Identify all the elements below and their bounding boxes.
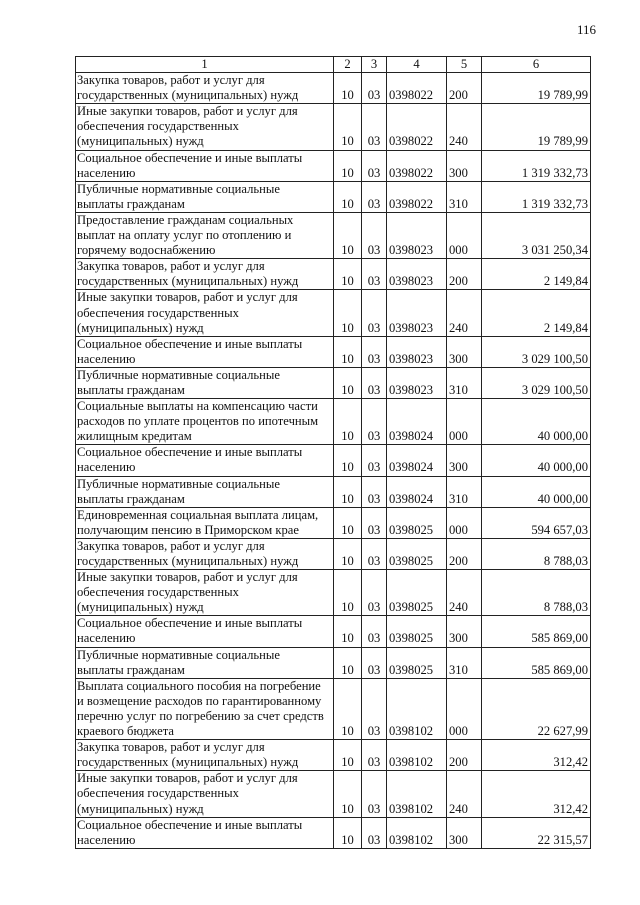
table-row	[76, 259, 591, 290]
target-article-code: 0398023	[387, 336, 447, 367]
row-description	[76, 740, 334, 771]
description-line: государственных (муниципальных) нужд	[77, 755, 299, 770]
subsection-code: 03	[362, 212, 387, 258]
table-row	[76, 647, 591, 678]
target-article-code: 0398023	[387, 212, 447, 258]
expense-type-code: 000	[447, 399, 482, 445]
target-article-code: 0398102	[387, 678, 447, 739]
table-row	[76, 150, 591, 181]
header-col-3: 3	[362, 57, 387, 73]
description-line: Социальное обеспечение и иные выплаты	[77, 336, 303, 351]
target-article-code: 0398102	[387, 740, 447, 771]
table-row	[76, 367, 591, 398]
section-code: 10	[334, 336, 362, 367]
section-code: 10	[334, 212, 362, 258]
description-line: государственных (муниципальных) нужд	[77, 554, 299, 568]
amount: 22 627,99	[482, 678, 591, 739]
row-description	[76, 445, 334, 476]
row-description	[76, 336, 334, 367]
section-code: 10	[334, 616, 362, 647]
expense-type-code: 310	[447, 367, 482, 398]
description-line: обеспечения государственных	[77, 119, 239, 134]
target-article-code: 0398025	[387, 647, 447, 678]
description-line: Иные закупки товаров, работ и услуг для	[77, 290, 298, 305]
amount: 2 149,84	[482, 259, 591, 290]
table-row	[76, 616, 591, 647]
subsection-code: 03	[362, 616, 387, 647]
table-row	[76, 570, 591, 616]
row-description	[76, 104, 334, 150]
table-header-row	[76, 57, 591, 73]
table-row	[76, 817, 591, 848]
description-line: населению	[77, 832, 136, 847]
header-col-5: 5	[447, 57, 482, 73]
page-number: 116	[576, 22, 596, 37]
description-line: Закупка товаров, работ и услуг для	[77, 538, 265, 553]
target-article-code: 0398024	[387, 399, 447, 445]
subsection-code: 03	[362, 678, 387, 739]
subsection-code: 03	[362, 538, 387, 569]
target-article-code: 0398023	[387, 367, 447, 398]
table-row	[76, 771, 591, 817]
expense-type-code: 300	[447, 336, 482, 367]
amount: 594 657,03	[482, 507, 591, 538]
target-article-code: 0398025	[387, 507, 447, 538]
expense-type-code: 000	[447, 212, 482, 258]
amount: 2 149,84	[482, 290, 591, 336]
row-description	[76, 538, 334, 569]
description-line: населению	[77, 460, 136, 475]
description-line: Публичные нормативные социальные	[77, 181, 280, 196]
subsection-code: 03	[362, 181, 387, 212]
target-article-code: 0398022	[387, 104, 447, 150]
section-code: 10	[334, 259, 362, 290]
expense-type-code: 310	[447, 181, 482, 212]
subsection-code: 03	[362, 73, 387, 104]
description-line: (муниципальных) нужд	[77, 801, 204, 816]
table-row	[76, 507, 591, 538]
row-description	[76, 150, 334, 181]
description-line: расходов по уплате процентов по ипотечным	[77, 414, 319, 429]
expense-type-code: 200	[447, 259, 482, 290]
target-article-code: 0398022	[387, 73, 447, 104]
table-row	[76, 212, 591, 258]
subsection-code: 03	[362, 476, 387, 507]
description-line: населению	[77, 351, 136, 366]
amount: 22 315,57	[482, 817, 591, 848]
section-code: 10	[334, 476, 362, 507]
section-code: 10	[334, 367, 362, 398]
description-line: Выплата социального пособия на погребение	[77, 678, 321, 693]
table-row	[76, 104, 591, 150]
section-code: 10	[334, 538, 362, 569]
table-row	[76, 476, 591, 507]
table-row	[76, 678, 591, 739]
description-line: Иные закупки товаров, работ и услуг для	[77, 104, 298, 119]
amount: 40 000,00	[482, 445, 591, 476]
expense-type-code: 240	[447, 290, 482, 336]
budget-table	[75, 56, 591, 849]
description-line: Социальное обеспечение и иные выплаты	[77, 150, 303, 165]
header-col-6: 6	[482, 57, 591, 73]
amount: 312,42	[482, 771, 591, 817]
expense-type-code: 300	[447, 150, 482, 181]
description-line: Социальное обеспечение и иные выплаты	[77, 616, 303, 631]
subsection-code: 03	[362, 399, 387, 445]
target-article-code: 0398102	[387, 817, 447, 848]
row-description	[76, 367, 334, 398]
description-line: обеспечения государственных	[77, 585, 239, 600]
row-description	[76, 399, 334, 445]
row-description	[76, 647, 334, 678]
description-line: государственных (муниципальных) нужд	[77, 274, 299, 289]
subsection-code: 03	[362, 570, 387, 616]
amount: 585 869,00	[482, 647, 591, 678]
subsection-code: 03	[362, 817, 387, 848]
description-line: Публичные нормативные социальные	[77, 647, 280, 662]
row-description	[76, 507, 334, 538]
row-description	[76, 290, 334, 336]
table-row	[76, 740, 591, 771]
target-article-code: 0398023	[387, 290, 447, 336]
table-row	[76, 73, 591, 104]
expense-type-code: 000	[447, 507, 482, 538]
description-line: Иные закупки товаров, работ и услуг для	[77, 570, 298, 585]
description-line: перечню услуг по погребению за счет средств	[77, 708, 324, 723]
table-row	[76, 538, 591, 569]
target-article-code: 0398102	[387, 771, 447, 817]
expense-type-code: 240	[447, 771, 482, 817]
target-article-code: 0398024	[387, 476, 447, 507]
description-line: Социальное обеспечение и иные выплаты	[77, 817, 303, 832]
table-row	[76, 445, 591, 476]
row-description	[76, 73, 334, 104]
subsection-code: 03	[362, 740, 387, 771]
subsection-code: 03	[362, 507, 387, 538]
description-line: получающим пенсию в Приморском крае	[77, 522, 299, 537]
expense-type-code: 200	[447, 538, 482, 569]
table-row	[76, 181, 591, 212]
target-article-code: 0398022	[387, 181, 447, 212]
subsection-code: 03	[362, 367, 387, 398]
section-code: 10	[334, 73, 362, 104]
subsection-code: 03	[362, 290, 387, 336]
section-code: 10	[334, 570, 362, 616]
table-row	[76, 399, 591, 445]
subsection-code: 03	[362, 259, 387, 290]
amount: 40 000,00	[482, 476, 591, 507]
amount: 8 788,03	[482, 538, 591, 569]
description-line: обеспечения государственных	[77, 305, 239, 320]
description-line: государственных (муниципальных) нужд	[77, 88, 299, 103]
description-line: выплаты гражданам	[77, 196, 185, 211]
expense-type-code: 200	[447, 73, 482, 104]
expense-type-code: 200	[447, 740, 482, 771]
row-description	[76, 476, 334, 507]
expense-type-code: 310	[447, 476, 482, 507]
description-line: Публичные нормативные социальные	[77, 476, 280, 491]
description-line: выплаты гражданам	[77, 382, 185, 397]
description-line: Закупка товаров, работ и услуг для	[77, 73, 265, 88]
description-line: краевого бюджета	[77, 724, 175, 739]
section-code: 10	[334, 104, 362, 150]
subsection-code: 03	[362, 445, 387, 476]
amount: 3 031 250,34	[482, 212, 591, 258]
description-line: населению	[77, 631, 136, 646]
amount: 19 789,99	[482, 104, 591, 150]
section-code: 10	[334, 399, 362, 445]
section-code: 10	[334, 678, 362, 739]
target-article-code: 0398025	[387, 538, 447, 569]
description-line: Публичные нормативные социальные	[77, 367, 280, 382]
section-code: 10	[334, 181, 362, 212]
table-row	[76, 336, 591, 367]
row-description	[76, 181, 334, 212]
expense-type-code: 240	[447, 104, 482, 150]
target-article-code: 0398025	[387, 616, 447, 647]
description-line: (муниципальных) нужд	[77, 320, 204, 335]
amount: 19 789,99	[482, 73, 591, 104]
section-code: 10	[334, 771, 362, 817]
section-code: 10	[334, 290, 362, 336]
description-line: выплаты гражданам	[77, 491, 185, 506]
description-line: Социальное обеспечение и иные выплаты	[77, 445, 303, 460]
section-code: 10	[334, 740, 362, 771]
description-line: Социальные выплаты на компенсацию части	[77, 399, 318, 414]
description-line: Предоставление гражданам социальных	[77, 212, 294, 227]
description-line: обеспечения государственных	[77, 786, 239, 801]
description-line: Закупка товаров, работ и услуг для	[77, 259, 265, 274]
description-line: (муниципальных) нужд	[77, 600, 204, 615]
description-line: (муниципальных) нужд	[77, 134, 204, 149]
row-description	[76, 570, 334, 616]
section-code: 10	[334, 647, 362, 678]
target-article-code: 0398023	[387, 259, 447, 290]
description-line: горячему водоснабжению	[77, 243, 216, 258]
expense-type-code: 310	[447, 647, 482, 678]
row-description	[76, 678, 334, 739]
amount: 3 029 100,50	[482, 367, 591, 398]
header-col-1: 1	[76, 57, 334, 73]
amount: 40 000,00	[482, 399, 591, 445]
description-line: выплаты гражданам	[77, 662, 185, 677]
target-article-code: 0398025	[387, 570, 447, 616]
description-line: жилищным кредитам	[77, 429, 192, 444]
section-code: 10	[334, 445, 362, 476]
row-description	[76, 771, 334, 817]
description-line: Единовременная социальная выплата лицам,	[77, 507, 319, 522]
description-line: Закупка товаров, работ и услуг для	[77, 740, 265, 755]
section-code: 10	[334, 507, 362, 538]
header-col-2: 2	[334, 57, 362, 73]
amount: 585 869,00	[482, 616, 591, 647]
table-row	[76, 290, 591, 336]
subsection-code: 03	[362, 150, 387, 181]
row-description	[76, 259, 334, 290]
expense-type-code: 240	[447, 570, 482, 616]
amount: 3 029 100,50	[482, 336, 591, 367]
section-code: 10	[334, 817, 362, 848]
subsection-code: 03	[362, 771, 387, 817]
subsection-code: 03	[362, 336, 387, 367]
expense-type-code: 300	[447, 616, 482, 647]
amount: 8 788,03	[482, 570, 591, 616]
description-line: населению	[77, 165, 136, 180]
amount: 1 319 332,73	[482, 150, 591, 181]
expense-type-code: 300	[447, 817, 482, 848]
header-col-4: 4	[387, 57, 447, 73]
subsection-code: 03	[362, 104, 387, 150]
expense-type-code: 000	[447, 678, 482, 739]
amount: 1 319 332,73	[482, 181, 591, 212]
target-article-code: 0398024	[387, 445, 447, 476]
section-code: 10	[334, 150, 362, 181]
description-line: Иные закупки товаров, работ и услуг для	[77, 771, 298, 786]
row-description	[76, 616, 334, 647]
expense-type-code: 300	[447, 445, 482, 476]
amount: 312,42	[482, 740, 591, 771]
description-line: и возмещение расходов по гарантированному	[77, 693, 322, 708]
description-line: выплат на оплату услуг по отоплению и	[77, 228, 292, 243]
target-article-code: 0398022	[387, 150, 447, 181]
row-description	[76, 212, 334, 258]
row-description	[76, 817, 334, 848]
subsection-code: 03	[362, 647, 387, 678]
